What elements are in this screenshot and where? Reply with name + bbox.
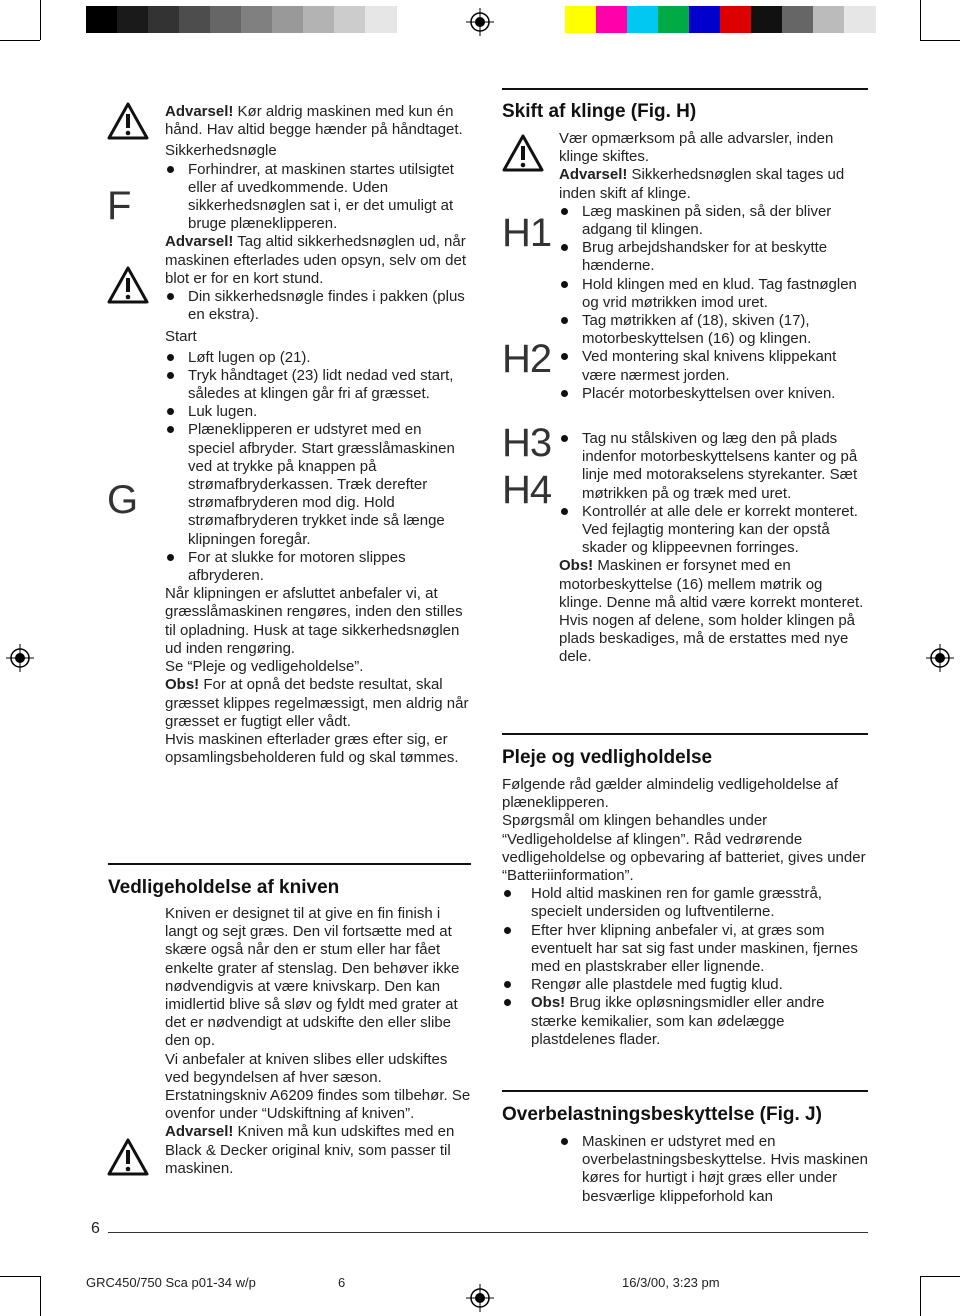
list-item: Forhindrer, at maskinen startes utilsigtet eller af uvedkommende. Uden sikkerhedsnøglen sat i, er det umuligt at bruge plæneklipperen. [165,161,471,234]
list-item: Din sikkerhedsnøgle findes i pakken (plus en ekstra). [165,288,471,324]
paragraph: Følgende råd gælder almindelig vedligeholdelse af plæneklipperen. [502,776,839,812]
color-swatch [334,6,366,33]
footer-date: 16/3/00, 3:23 pm [622,1275,720,1290]
step-label-h3: H3 [502,421,552,465]
note-label: Obs! [531,994,566,1012]
heading-care-maintenance: Pleje og vedligholdelse [502,747,713,768]
registration-mark-icon [466,1284,494,1312]
warning-label: Advarsel! [559,166,628,184]
list-item: Læg maskinen på siden, så der bliver adgang til klingen. [559,203,869,239]
subheading-safety-key: Sikkerhedsnøgle [165,142,277,160]
section-divider [108,863,471,865]
list-item: Efter hver klipning anbefaler vi, at græs som eventuelt har sat sig fast under maskinen, fjernes med en plastskraber eller lignende. [502,922,868,977]
list-item: Tag nu stålskiven og læg den på plads indenfor motorbeskyttelsens kanter og på linje med motorakselens styrekanter. Sæt møtrikken på og træk med uret. [559,430,869,503]
warning-label: Advarsel! [165,233,234,251]
crop-mark [40,0,41,40]
crop-mark [40,1276,41,1316]
warning-icon [107,266,149,304]
paragraph: Spørgsmål om klingen behandles under “Vedligeholdelse af klingen”. Råd vedrørende vedligeholdelse og opbevaring af batteriet, gives under “Batteriinformation”. [502,812,866,885]
list-item: Hold klingen med en klud. Tag fastnøglen og vrid møtrikken imod uret. [559,276,869,312]
process-color-bar [565,6,875,33]
paragraph: Hvis maskinen efterlader græs efter sig, er opsamlingsbeholderen fuld og skal tømmes. [165,730,459,767]
paragraph: Kniven er designet til at give en fin finish i langt og sejt græs. Den vil fortsætte med at skære også når den er stum eller har fået enkelte grater af stenslag. Den behøver ikke nødvendigvis at være knivskarp. Den kan imidlertid blive så sløv og fyldt med grater at det er nødvendigt at udskifte den eller slibe den op. [165,905,460,1050]
color-swatch [596,6,628,33]
list-item [502,994,868,1049]
section-divider [502,88,868,90]
heading-overload-protection: Overbelastningsbeskyttelse (Fig. J) [502,1104,822,1125]
list-item: Placér motorbeskyttelsen over kniven. [559,385,869,403]
color-swatch [210,6,242,33]
registration-mark-icon [6,644,34,672]
color-swatch [272,6,304,33]
heading-knife-maintenance: Vedligeholdelse af kniven [108,877,340,898]
list-item: Maskinen er udstyret med en overbelastningsbeskyttelse. Hvis maskinen køres for hurtigt i højt græs eller under besværlige klippeforhold kan [559,1133,869,1206]
list-item: For at slukke for motoren slippes afbryderen. [165,549,471,585]
color-swatch [117,6,149,33]
color-swatch [148,6,180,33]
grayscale-color-bar [86,6,396,33]
left-column [165,103,471,767]
step-label-h1: H1 [502,211,552,255]
crop-mark [920,0,921,40]
warning-text: Kør aldrig maskinen med kun én hånd. Hav altid begge hænder på håndtaget. [165,103,463,139]
registration-mark-icon [926,644,954,672]
note-text: Brug ikke opløsningsmidler eller andre stærke kemikalier, som kan ødelægge plastdelenes flader. [531,994,825,1048]
color-swatch [813,6,845,33]
paragraph: Vi anbefaler at kniven slibes eller udskiftes ved begyndelsen af hver sæson. Erstatningskniv A6209 findes som tilbehør. Se ovenfor under “Udskiftning af kniven”. [165,1050,471,1123]
crop-mark [0,1276,40,1277]
heading-blade-change: Skift af klinge (Fig. H) [502,101,697,122]
list-item: Tag møtrikken af (18), skiven (17), motorbeskyttelsen (16) og klingen. [559,312,869,348]
crop-mark [920,40,960,41]
color-swatch [751,6,783,33]
note-label: Obs! [559,557,594,575]
warning-text: Kniven må kun udskiftes med en Black & Decker original kniv, som passer til maskinen. [165,1123,455,1177]
footer-file: GRC450/750 Sca p01-34 w/p [86,1275,256,1290]
list-item: Ved montering skal knivens klippekant være nærmest jorden. [559,348,869,384]
subheading-start: Start [165,328,197,346]
crop-mark [920,1276,960,1277]
color-swatch [689,6,721,33]
registration-mark-icon [466,8,494,36]
note-label: Obs! [165,676,200,694]
color-swatch [86,6,118,33]
section-letter: F [107,184,132,228]
color-swatch [303,6,335,33]
list-item: Brug arbejdshandsker for at beskytte hænderne. [559,239,869,275]
color-swatch [658,6,690,33]
footer-page: 6 [338,1275,346,1290]
warning-label: Advarsel! [165,1123,234,1141]
left-column-knife [165,905,471,1178]
warning-text: Sikkerhedsnøglen skal tages ud inden skift af klinge. [559,166,845,202]
paragraph: Vær opmærksom på alle advarsler, inden klinge skiftes. [559,130,834,166]
list-item: Rengør alle plastdele med fugtig klud. [502,976,868,994]
page-number: 6 [91,1220,100,1237]
warning-icon [107,102,149,140]
footer-divider [108,1232,868,1233]
color-swatch [365,6,397,33]
section-divider [502,1090,868,1092]
paragraph: Når klipningen er afsluttet anbefaler vi, at græsslåmaskinen rengøres, inden den stilles til opladning. Husk at tage sikkerhedsnøglen ud inden rengøring. [165,585,463,657]
warning-label: Advarsel! [165,103,234,120]
color-swatch [565,6,597,33]
color-swatch [844,6,876,33]
crop-mark [920,1276,921,1316]
color-swatch [627,6,659,33]
list-item: Tryk håndtaget (23) lidt nedad ved start, således at klingen går fri af græsset. [165,367,471,403]
note-text: For at opnå det bedste resultat, skal græsset klippes regelmæssigt, men aldrig når græsset er fugtigt eller vådt. [165,676,469,730]
right-column-overload [559,1133,869,1206]
step-label-h2: H2 [502,337,552,381]
color-swatch [241,6,273,33]
right-column-blade [559,130,869,667]
list-item: Luk lugen. [165,403,471,421]
list-item: Hold altid maskinen ren for gamle græsstrå, specielt undersiden og luftventilerne. [502,885,868,921]
warning-text: Tag altid sikkerhedsnøglen ud, når maskinen efterlades uden opsyn, selv om det blot er for en kort stund. [165,233,467,287]
paragraph: Se “Pleje og vedligeholdelse”. [165,658,364,676]
color-swatch [179,6,211,33]
right-column-care [502,776,868,1049]
crop-mark [0,40,40,41]
note-text: Maskinen er forsynet med en motorbeskyttelse (16) mellem møtrik og klinge. Denne må altid være korrekt monteret. Hvis nogen af delene, som holder klingen på plads beskadiges, må de erstattes med nye dele. [559,557,864,666]
list-item: Løft lugen op (21). [165,349,471,367]
list-item: Plæneklipperen er udstyret med en speciel afbryder. Start græsslåmaskinen ved at trykke på knappen på strømafbryderkassen. Træk derefter strømafbryderen mod dig. Hold strømafbryderen trykket inde så længe klipningen foregår. [165,421,471,548]
color-swatch [782,6,814,33]
color-swatch [720,6,752,33]
list-item: Kontrollér at alle dele er korrekt monteret. Ved fejlagtig montering kan der opstå skader og klippeevnen forringes. [559,503,869,558]
section-divider [502,733,868,735]
section-letter: G [107,478,139,522]
step-label-h4: H4 [502,468,552,512]
warning-icon [502,134,544,172]
warning-icon [107,1138,149,1176]
